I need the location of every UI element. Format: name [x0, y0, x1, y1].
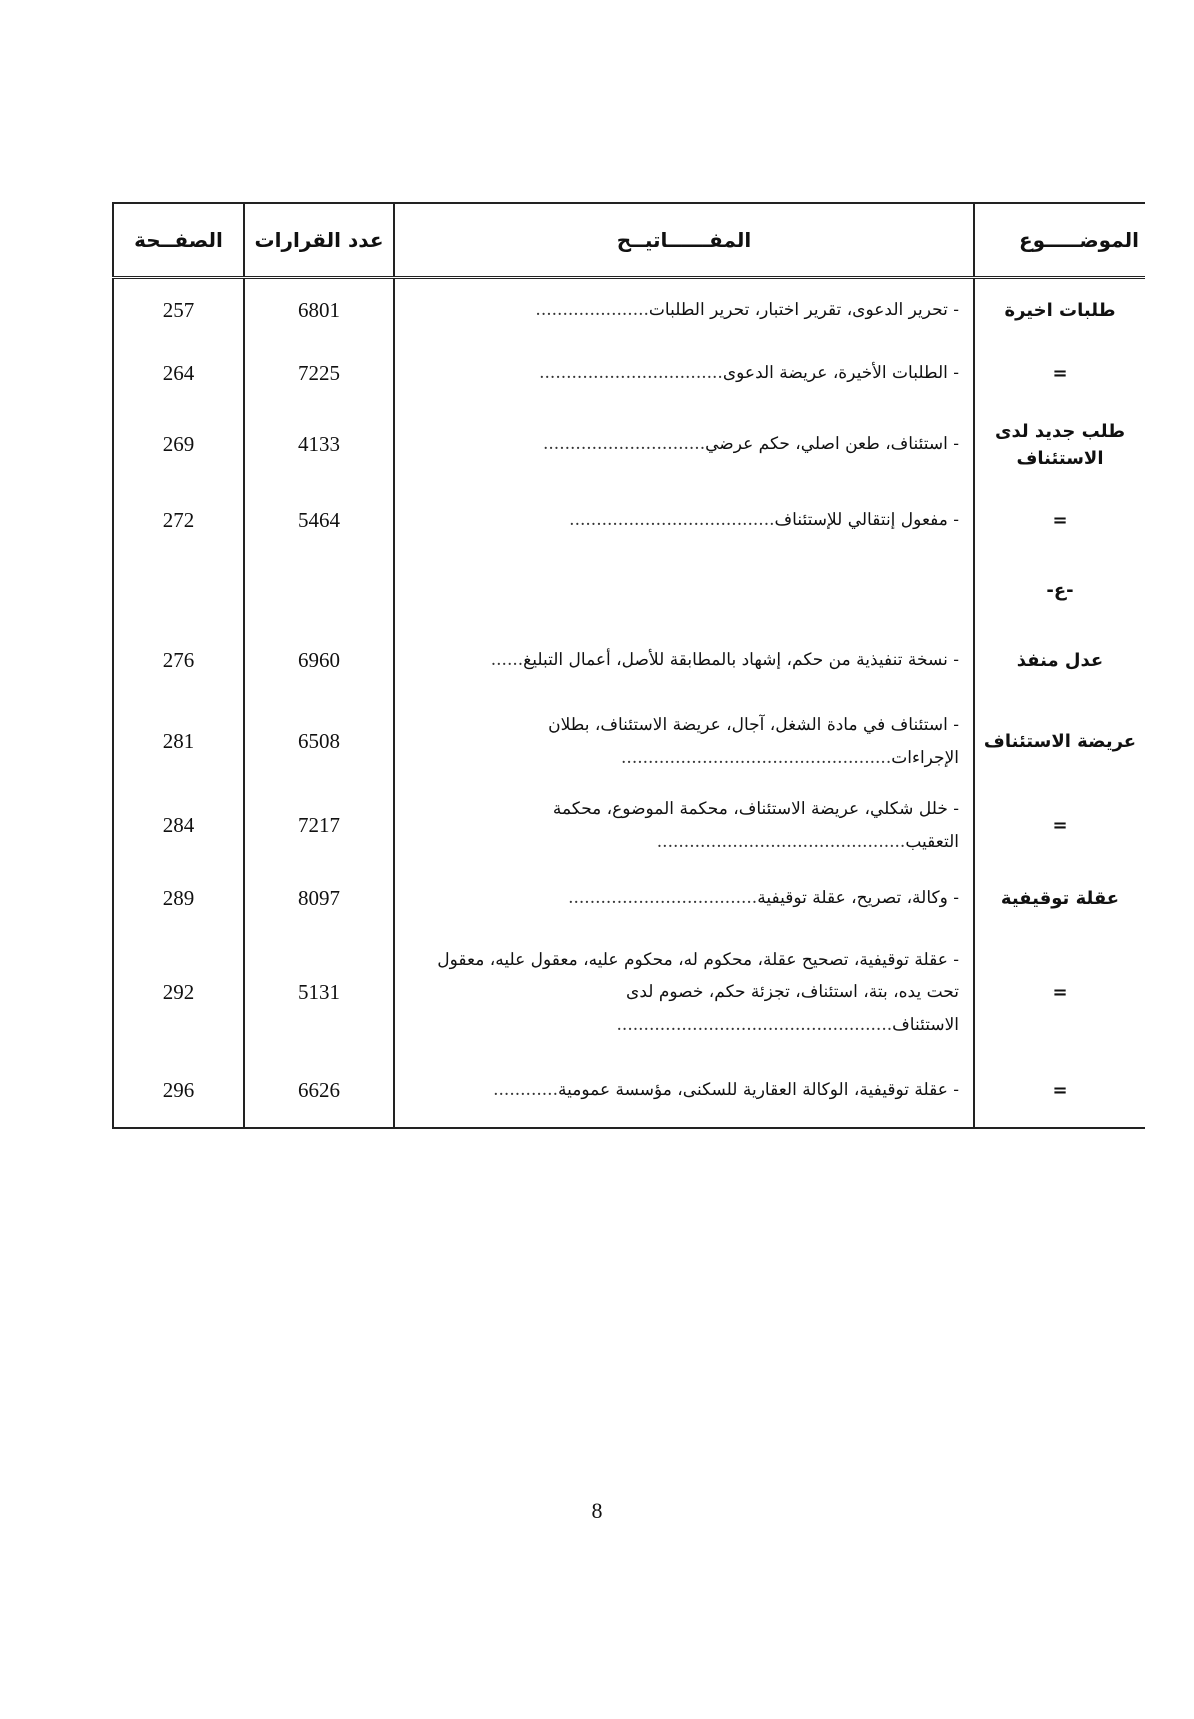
- subject-cell: =: [974, 932, 1145, 1054]
- decisions-count-cell: 6508: [244, 698, 394, 786]
- header-row: [113, 203, 1145, 278]
- decisions-count-cell: 8097: [244, 866, 394, 932]
- table-row: [113, 342, 1145, 406]
- keywords-text: - عقلة توقيفية، تصحيح عقلة، محكوم له، محكوم عليه، معقول عليه، معقول تحت يده، بتة، استئناف، تجزئة حكم، خصوم لدى الاستئناف: [437, 950, 959, 1035]
- subject-cell: عقلة توقيفية: [974, 866, 1145, 932]
- table-row: [113, 558, 1145, 624]
- subject-cell: طلبات اخيرة: [974, 278, 1145, 342]
- table-row: [113, 484, 1145, 558]
- page-cell: 281: [113, 698, 244, 786]
- header-subject: الموضـــــوع: [974, 203, 1145, 278]
- header-keywords: المفــــــاتيــح: [394, 203, 974, 278]
- decisions-count-cell: 7217: [244, 786, 394, 866]
- subject-cell: =: [974, 1054, 1145, 1128]
- keywords-cell: [394, 932, 974, 1054]
- keywords-cell: [394, 484, 974, 558]
- decisions-count-cell: 6626: [244, 1054, 394, 1128]
- subject-cell: طلب جديد لدى الاستئناف: [974, 406, 1145, 484]
- header-page: الصفــحة: [113, 203, 244, 278]
- table-row: [113, 278, 1145, 342]
- page-cell: 269: [113, 406, 244, 484]
- page-cell: 292: [113, 932, 244, 1054]
- decisions-count-cell: 6801: [244, 278, 394, 342]
- decisions-count-cell: 7225: [244, 342, 394, 406]
- keywords-cell: [394, 786, 974, 866]
- leader-dots: ............: [493, 1079, 558, 1100]
- keywords-cell: [394, 278, 974, 342]
- subject-cell: =: [974, 484, 1145, 558]
- decisions-count-cell: 4133: [244, 406, 394, 484]
- decisions-count-cell: 6960: [244, 624, 394, 698]
- leader-dots: ..............................................: [656, 831, 906, 852]
- keywords-cell: [394, 698, 974, 786]
- keywords-cell: [394, 342, 974, 406]
- keywords-cell: [394, 624, 974, 698]
- keywords-cell: [394, 558, 974, 624]
- page-cell: 264: [113, 342, 244, 406]
- leader-dots: ......................................: [569, 510, 775, 531]
- subject-cell: عدل منفذ: [974, 624, 1145, 698]
- table-row: [113, 786, 1145, 866]
- page-cell: 284: [113, 786, 244, 866]
- page-cell: [113, 558, 244, 624]
- page-number: 8: [591, 1498, 603, 1523]
- rows-body: [113, 278, 1145, 1128]
- page-cell: 257: [113, 278, 244, 342]
- subject-cell: -ع-: [974, 558, 1145, 624]
- leader-dots: ..................................: [539, 363, 723, 384]
- page-cell: 272: [113, 484, 244, 558]
- keywords-text: - نسخة تنفيذية من حكم، إشهاد بالمطابقة للأصل، أعمال التبليغ: [523, 650, 959, 671]
- decisions-count-cell: [244, 558, 394, 624]
- subject-cell: عريضة الاستئناف: [974, 698, 1145, 786]
- keywords-text: - خلل شكلي، عريضة الاستئناف، محكمة الموضوع، محكمة التعقيب: [552, 799, 959, 852]
- keywords-text: - استئناف في مادة الشغل، آجال، عريضة الاستئناف، بطلان الإجراءات: [548, 715, 959, 768]
- keywords-text: - استئناف، طعن اصلي، حكم عرضي: [705, 434, 959, 455]
- table-row: [113, 406, 1145, 484]
- decisions-count-cell: 5464: [244, 484, 394, 558]
- index-table: [112, 202, 1145, 1129]
- leader-dots: ...................................: [568, 888, 758, 909]
- keywords-text: - الطلبات الأخيرة، عريضة الدعوى: [722, 363, 959, 384]
- table-row: [113, 698, 1145, 786]
- subject-cell: =: [974, 786, 1145, 866]
- decisions-count-cell: 5131: [244, 932, 394, 1054]
- table-row: [113, 932, 1145, 1054]
- keywords-cell: [394, 866, 974, 932]
- page-cell: 276: [113, 624, 244, 698]
- leader-dots: ...................................................: [616, 1014, 893, 1035]
- leader-dots: ..............................: [543, 434, 706, 455]
- leader-dots: .....................: [535, 300, 649, 321]
- keywords-text: - مفعول إنتقالي للإستئناف: [774, 510, 959, 531]
- keywords-cell: [394, 1054, 974, 1128]
- leader-dots: ......: [490, 650, 524, 671]
- keywords-cell: [394, 406, 974, 484]
- table-row: [113, 624, 1145, 698]
- leader-dots: ..................................................: [621, 747, 892, 768]
- table-row: [113, 866, 1145, 932]
- page-cell: 289: [113, 866, 244, 932]
- page-cell: 296: [113, 1054, 244, 1128]
- header-decisions-count: عدد القرارات: [244, 203, 394, 278]
- keywords-text: - عقلة توقيفية، الوكالة العقارية للسكنى، مؤسسة عمومية: [557, 1079, 959, 1100]
- keywords-text: - وكالة، تصريح، عقلة توقيفية: [757, 888, 959, 909]
- keywords-text: - تحرير الدعوى، تقرير اختبار، تحرير الطلبات: [648, 300, 959, 321]
- subject-cell: =: [974, 342, 1145, 406]
- table-row: [113, 1054, 1145, 1128]
